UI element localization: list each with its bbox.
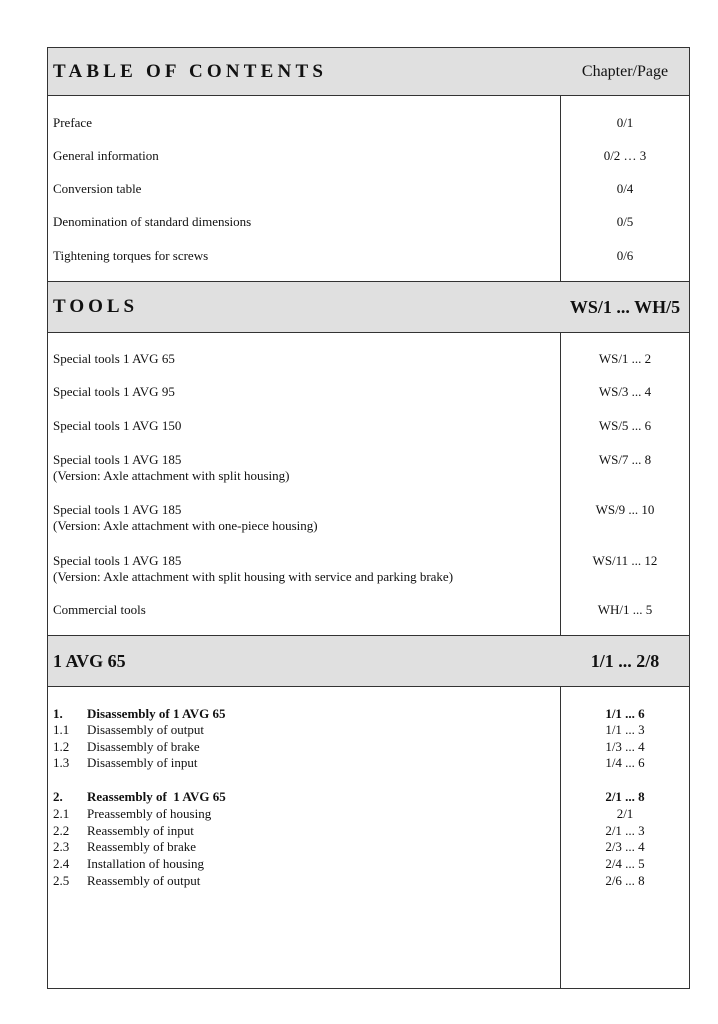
entry-number: 2.5 <box>53 873 70 888</box>
tools-range: WS/1 ... WH/5 <box>569 296 681 317</box>
entry-number: 2.1 <box>53 806 70 821</box>
tools-title: TOOLS <box>53 296 139 317</box>
entry-page: 2/4 ... 5 <box>605 856 645 871</box>
entry-label: Reassembly of output <box>87 873 201 888</box>
entry-sublabel: (Version: Axle attachment with one-piece housing) <box>53 518 318 533</box>
entry-page: 1/1 ... 6 <box>605 706 645 721</box>
entry-page: WH/1 ... 5 <box>597 602 653 617</box>
entry-label: Preface <box>53 115 92 130</box>
entry-page: WS/5 ... 6 <box>598 418 652 433</box>
entry-page: WS/1 ... 2 <box>598 351 652 366</box>
entry-label: Reassembly of 1 AVG 65 <box>87 789 226 804</box>
entry-sublabel: (Version: Axle attachment with split housing) <box>53 468 290 483</box>
entry-label: Tightening torques for screws <box>53 248 209 263</box>
entry-number: 1.2 <box>53 739 70 754</box>
entry-page: 1/3 ... 4 <box>605 739 645 754</box>
entry-page: WS/3 ... 4 <box>598 384 652 399</box>
entry-label: Special tools 1 AVG 95 <box>53 384 175 399</box>
entry-page: 2/1 ... 3 <box>605 823 645 838</box>
entry-number: 1. <box>53 706 63 721</box>
entry-label: Commercial tools <box>53 602 146 617</box>
table-of-contents <box>47 47 690 989</box>
entry-page: 0/5 <box>616 214 634 229</box>
page-title: TABLE OF CONTENTS <box>53 60 328 82</box>
entry-page: 0/6 <box>616 248 634 263</box>
column-label: Chapter/Page <box>581 62 669 80</box>
entry-label: Disassembly of input <box>87 755 198 770</box>
entry-label: Disassembly of output <box>87 722 204 737</box>
entry-label: Reassembly of input <box>87 823 194 838</box>
entry-label: Preassembly of housing <box>87 806 212 821</box>
entry-number: 2. <box>53 789 63 804</box>
entry-number: 1.3 <box>53 755 70 770</box>
avg65-range: 1/1 ... 2/8 <box>590 650 660 671</box>
entry-label: Installation of housing <box>87 856 204 871</box>
entry-page: 2/1 <box>616 806 634 821</box>
entry-page: 2/3 ... 4 <box>605 839 645 854</box>
entry-label: Disassembly of brake <box>87 739 200 754</box>
entry-page: WS/7 ... 8 <box>598 452 652 467</box>
entry-label: Special tools 1 AVG 185 <box>53 553 182 568</box>
entry-label: Special tools 1 AVG 150 <box>53 418 182 433</box>
entry-page: 0/1 <box>616 115 634 130</box>
entry-page: 0/2 … 3 <box>603 148 647 163</box>
tools-section-header <box>48 281 689 333</box>
entry-number: 2.3 <box>53 839 70 854</box>
entry-page: 1/4 ... 6 <box>605 755 645 770</box>
entry-page: 2/1 ... 8 <box>605 789 645 804</box>
entry-label: Denomination of standard dimensions <box>53 214 252 229</box>
entry-page: WS/9 ... 10 <box>595 502 655 517</box>
entry-page: 2/6 ... 8 <box>605 873 645 888</box>
entry-number: 2.4 <box>53 856 70 871</box>
entry-label: Disassembly of 1 AVG 65 <box>87 706 226 721</box>
entry-label: Conversion table <box>53 181 142 196</box>
entry-page: 0/4 <box>616 181 634 196</box>
entry-label: General information <box>53 148 159 163</box>
entry-number: 2.2 <box>53 823 70 838</box>
entry-label: Reassembly of brake <box>87 839 197 854</box>
entry-page: 1/1 ... 3 <box>605 722 645 737</box>
avg65-title: 1 AVG 65 <box>53 650 126 671</box>
entry-label: Special tools 1 AVG 185 <box>53 502 182 517</box>
entry-number: 1.1 <box>53 722 70 737</box>
entry-label: Special tools 1 AVG 185 <box>53 452 182 467</box>
entry-sublabel: (Version: Axle attachment with split housing with service and parking brake) <box>53 569 454 584</box>
entry-page: WS/11 ... 12 <box>592 553 658 568</box>
toc-header <box>48 47 689 96</box>
avg65-section-header <box>48 635 689 687</box>
entry-label: Special tools 1 AVG 65 <box>53 351 175 366</box>
